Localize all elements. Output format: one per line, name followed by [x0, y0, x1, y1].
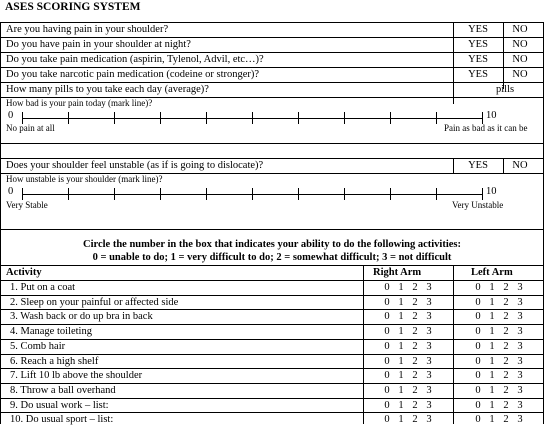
rating-option[interactable]: 3 [426, 311, 432, 323]
rating-option[interactable]: 2 [503, 296, 509, 308]
rating-option[interactable]: 0 [475, 414, 481, 425]
left-arm-rating [459, 356, 539, 367]
rating-option[interactable]: 2 [503, 282, 509, 293]
table-row-divider [0, 324, 544, 325]
rating-option[interactable]: 1 [398, 384, 404, 396]
rating-option[interactable]: 0 [384, 282, 390, 293]
scale-tick [298, 112, 299, 124]
rating-option[interactable]: 2 [503, 311, 509, 323]
activity-label: 5. Comb hair [10, 340, 66, 352]
rating-option[interactable]: 1 [489, 370, 495, 382]
rating-option[interactable]: 3 [426, 399, 432, 411]
rating-option[interactable]: 2 [412, 340, 418, 352]
rating-option[interactable]: 1 [398, 340, 404, 352]
rating-option[interactable]: 1 [398, 296, 404, 308]
rating-option[interactable]: 3 [517, 296, 523, 308]
activity-label: 8. Throw a ball overhand [10, 384, 116, 396]
rating-option[interactable]: 1 [489, 340, 495, 352]
pain-scale-label: How bad is your pain today (mark line)? [6, 98, 153, 108]
rating-option[interactable]: 3 [517, 370, 523, 382]
activity-label: 9. Do usual work – list: [10, 399, 109, 411]
rating-option[interactable]: 2 [503, 384, 509, 396]
table-row-divider [0, 295, 544, 296]
rating-option[interactable]: 1 [398, 414, 404, 425]
rating-option[interactable]: 1 [489, 414, 495, 425]
scale-tick [252, 112, 253, 124]
right-arm-rating [368, 326, 448, 337]
rating-option[interactable]: 2 [412, 326, 418, 338]
right-arm-rating [368, 400, 448, 411]
right-arm-rating [368, 370, 448, 381]
rating-option[interactable]: 3 [426, 326, 432, 338]
rating-option[interactable]: 2 [412, 370, 418, 382]
divider-yes [453, 22, 454, 104]
form-title: ASES SCORING SYSTEM [5, 1, 141, 13]
left-arm-rating [459, 400, 539, 411]
right-arm-rating [368, 414, 448, 425]
question-pain: Are you having pain in your shoulder? [6, 24, 169, 35]
rating-option[interactable]: 2 [503, 355, 509, 367]
no-option[interactable]: NO [512, 69, 528, 80]
table-row-divider [0, 309, 544, 310]
rating-option[interactable]: 1 [398, 399, 404, 411]
scale-tick [482, 188, 483, 200]
rating-option[interactable]: 0 [384, 370, 390, 382]
table-col-divider [363, 265, 364, 424]
left-arm-header: Left Arm [471, 267, 513, 278]
left-arm-rating [459, 341, 539, 352]
rating-option[interactable]: 2 [503, 340, 509, 352]
section-divider [0, 143, 544, 144]
table-row-divider [0, 412, 544, 413]
rating-option[interactable]: 1 [489, 399, 495, 411]
rating-option[interactable]: 0 [384, 384, 390, 396]
right-arm-rating [368, 311, 448, 322]
yes-option[interactable]: YES [468, 69, 488, 80]
rating-option[interactable]: 0 [475, 355, 481, 367]
question-pain-medication: Do you take pain medication (aspirin, Tylenol, Advil, etc…)? [6, 54, 264, 65]
rating-option[interactable]: 1 [489, 355, 495, 367]
rating-option[interactable]: 1 [489, 384, 495, 396]
left-arm-rating [459, 297, 539, 308]
rating-option[interactable]: 0 [384, 326, 390, 338]
rating-option[interactable]: 0 [384, 340, 390, 352]
rating-option[interactable]: 0 [475, 326, 481, 338]
rating-option[interactable]: 0 [475, 296, 481, 308]
right-arm-rating [368, 341, 448, 352]
row-divider [0, 82, 544, 83]
rating-option[interactable]: 2 [412, 399, 418, 411]
scale-tick [114, 112, 115, 124]
table-row-divider [0, 339, 544, 340]
activity-label: 3. Wash back or do up bra in back [10, 311, 153, 323]
rating-option[interactable]: 1 [489, 326, 495, 338]
scale-tick [206, 188, 207, 200]
scale-tick [344, 188, 345, 200]
rating-option[interactable]: 2 [412, 311, 418, 323]
rating-option[interactable]: 0 [384, 311, 390, 323]
rating-option[interactable]: 0 [475, 399, 481, 411]
instability-scale-left-anchor: Very Stable [6, 200, 48, 210]
rating-option[interactable]: 0 [384, 296, 390, 308]
table-row-divider [0, 368, 544, 369]
rating-option[interactable]: 3 [426, 370, 432, 382]
activity-header: Activity [6, 267, 42, 278]
scale-tick [390, 112, 391, 124]
activity-label: 2. Sleep on your painful or affected side [10, 296, 179, 308]
table-col-divider [453, 265, 454, 424]
question-instability: Does your shoulder feel unstable (as if is going to dislocate)? [6, 160, 264, 171]
table-row-divider [0, 383, 544, 384]
rating-option[interactable]: 3 [426, 340, 432, 352]
right-arm-rating [368, 297, 448, 308]
yes-option[interactable]: YES [468, 39, 488, 50]
rating-option[interactable]: 0 [475, 384, 481, 396]
instability-scale-max: 10 [486, 186, 497, 197]
rating-option[interactable]: 3 [517, 282, 523, 293]
rating-option[interactable]: 0 [384, 399, 390, 411]
rating-option[interactable]: 3 [517, 311, 523, 323]
rating-option[interactable]: 0 [384, 414, 390, 425]
rating-option[interactable]: 2 [412, 384, 418, 396]
activity-label: 7. Lift 10 lb above the shoulder [10, 370, 143, 382]
right-arm-rating [368, 282, 448, 293]
rating-option[interactable]: 1 [398, 326, 404, 338]
activity-label: 4. Manage toileting [10, 326, 92, 338]
left-arm-rating [459, 311, 539, 322]
rating-option[interactable]: 3 [517, 399, 523, 411]
scale-tick [436, 188, 437, 200]
rating-option[interactable]: 2 [412, 296, 418, 308]
right-arm-rating [368, 385, 448, 396]
table-top [0, 265, 544, 266]
pain-scale-right-anchor: Pain as bad as it can be [444, 123, 528, 133]
scale-tick [390, 188, 391, 200]
rating-option[interactable]: 1 [489, 296, 495, 308]
frame-top [0, 22, 544, 23]
rating-option[interactable]: 2 [503, 326, 509, 338]
table-row-divider [0, 398, 544, 399]
scale-tick [436, 112, 437, 124]
scale-tick [206, 112, 207, 124]
instability-scale-min: 0 [8, 186, 14, 197]
rating-option[interactable]: 1 [398, 282, 404, 293]
rating-option[interactable]: 2 [503, 414, 509, 425]
scale-tick [68, 112, 69, 124]
rating-option[interactable]: 1 [398, 370, 404, 382]
question-narcotic-medication: Do you take narcotic pain medication (codeine or stronger)? [6, 69, 260, 80]
left-arm-rating [459, 326, 539, 337]
left-arm-rating [459, 282, 539, 293]
yes-option[interactable]: YES [468, 24, 488, 35]
pain-scale-left-anchor: No pain at all [6, 123, 55, 133]
pills-unit: pills [496, 84, 515, 95]
no-option[interactable]: NO [512, 54, 528, 65]
pain-scale-min: 0 [8, 110, 14, 121]
rating-option[interactable]: 2 [412, 414, 418, 425]
section-divider [0, 229, 544, 230]
left-arm-rating [459, 414, 539, 425]
rating-option[interactable]: 0 [384, 355, 390, 367]
rating-option[interactable]: 3 [426, 384, 432, 396]
rating-option[interactable]: 0 [475, 282, 481, 293]
divider-yes [453, 158, 454, 173]
no-option[interactable]: NO [512, 24, 528, 35]
rating-option[interactable]: 0 [475, 340, 481, 352]
instability-scale-right-anchor: Very Unstable [452, 200, 504, 210]
activity-label: 1. Put on a coat [10, 282, 76, 293]
row-divider [0, 52, 544, 53]
left-arm-rating [459, 385, 539, 396]
scale-tick [160, 188, 161, 200]
scale-tick [22, 188, 23, 200]
yes-option[interactable]: YES [468, 160, 488, 171]
table-row-divider [0, 354, 544, 355]
rating-option[interactable]: 3 [517, 326, 523, 338]
rating-option[interactable]: 1 [398, 311, 404, 323]
rating-option[interactable]: 1 [489, 311, 495, 323]
scale-tick [344, 112, 345, 124]
rating-option[interactable]: 3 [426, 355, 432, 367]
question-night-pain: Do you have pain in your shoulder at night? [6, 39, 191, 50]
activity-instructions: Circle the number in the box that indicates your ability to do the following activities: [83, 239, 461, 250]
scale-tick [298, 188, 299, 200]
activity-label: 6. Reach a high shelf [10, 355, 99, 367]
rating-option[interactable]: 3 [426, 296, 432, 308]
left-arm-rating [459, 370, 539, 381]
section-divider [0, 158, 544, 159]
activity-label: 10. Do usual sport – list: [10, 414, 114, 425]
table-row-divider [0, 280, 544, 281]
scale-tick [68, 188, 69, 200]
rating-option[interactable]: 2 [412, 355, 418, 367]
right-arm-rating [368, 356, 448, 367]
rating-option[interactable]: 3 [517, 355, 523, 367]
scale-tick [160, 112, 161, 124]
row-divider [0, 37, 544, 38]
rating-option[interactable]: 3 [517, 340, 523, 352]
rating-option[interactable]: 3 [517, 384, 523, 396]
rating-option[interactable]: 2 [503, 370, 509, 382]
right-arm-header: Right Arm [373, 267, 422, 278]
rating-option[interactable]: 0 [475, 311, 481, 323]
instability-scale-label: How unstable is your shoulder (mark line)? [6, 174, 163, 184]
no-option[interactable]: NO [512, 160, 528, 171]
rating-option[interactable]: 2 [503, 399, 509, 411]
pain-scale-max: 10 [486, 110, 497, 121]
row-divider [0, 67, 544, 68]
rating-option[interactable]: 1 [489, 282, 495, 293]
rating-option[interactable]: 2 [412, 282, 418, 293]
rating-option[interactable]: 3 [426, 282, 432, 293]
question-pills-per-day: How many pills to you take each day (average)? [6, 84, 209, 95]
scale-tick [252, 188, 253, 200]
rating-option[interactable]: 0 [475, 370, 481, 382]
rating-option[interactable]: 1 [398, 355, 404, 367]
yes-option[interactable]: YES [468, 54, 488, 65]
rating-option[interactable]: 3 [517, 414, 523, 425]
no-option[interactable]: NO [512, 39, 528, 50]
rating-option[interactable]: 3 [426, 414, 432, 425]
activity-scale-legend: 0 = unable to do; 1 = very difficult to do; 2 = somewhat difficult; 3 = not difficult [92, 252, 452, 263]
scale-tick [114, 188, 115, 200]
